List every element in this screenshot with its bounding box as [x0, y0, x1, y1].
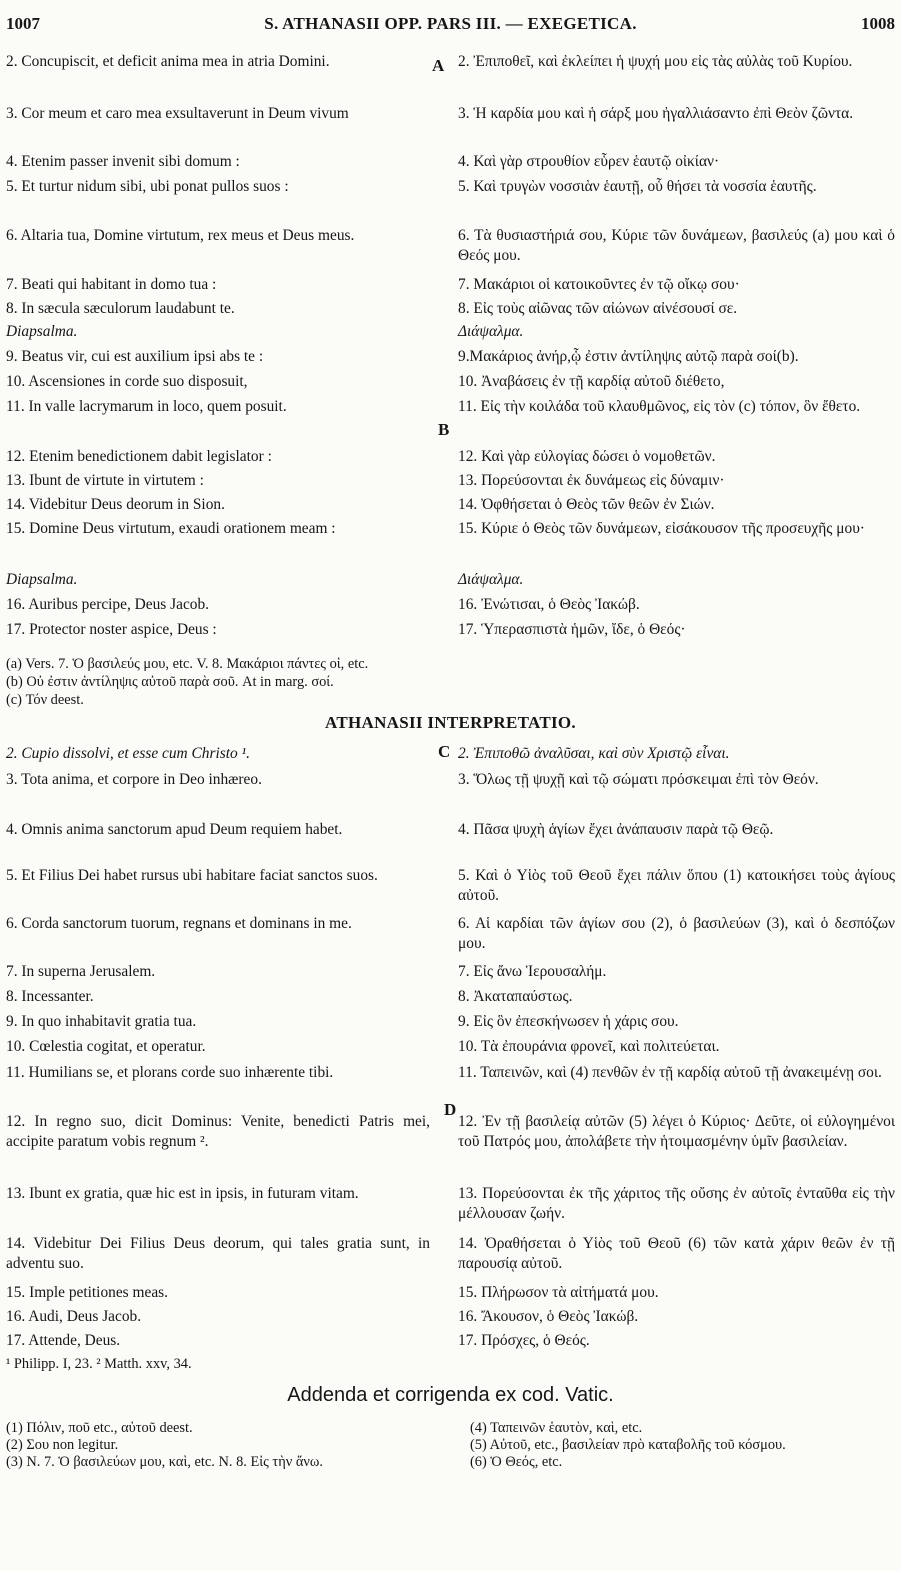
greek-interp: 7. Εἰς ἄνω Ἱερουσαλήμ.: [458, 963, 607, 980]
page-header: [6, 14, 895, 38]
greek-interp: 9. Εἰς ὃν ἐπεσκήνωσεν ἡ χάρις σου.: [458, 1013, 679, 1030]
latin-verse: 9. Beatus vir, cui est auxilium ipsi abs te :: [6, 348, 264, 365]
latin-interp: 13. Ibunt ex gratia, quæ hic est in ipsis, in futuram vitam.: [6, 1185, 359, 1202]
margin-letter-c: C: [438, 742, 451, 761]
latin-interp: 17. Attende, Deus.: [6, 1332, 121, 1349]
latin-verse: 4. Etenim passer invenit sibi domum :: [6, 153, 240, 170]
margin-letter-a: A: [432, 56, 445, 75]
latin-interp: 12. In regno suo, dicit Dominus: Venite, benedicti Patris mei, accipite paratum vobis regnum ².: [6, 1113, 430, 1150]
greek-verse: 5. Καὶ τρυγὼν νοσσιὰν ἑαυτῇ, οὗ θήσει τὰ νοσσία ἑαυτῆς.: [458, 178, 817, 195]
latin-interp: 2. Cupio dissolvi, et esse cum Christo ¹.: [6, 745, 251, 762]
greek-interp: 14. Ὀραθήσεται ὁ Υἱὸς τοῦ Θεοῦ (6) τῶν κατὰ χάριν θεῶν ἐν τῇ παρουσίᾳ αὐτοῦ.: [458, 1235, 895, 1272]
addenda-item: (4) Ταπεινῶν ἑαυτὸν, καὶ, etc.: [470, 1420, 643, 1436]
greek-verse: 3. Ἡ καρδία μου καὶ ἡ σάρξ μου ἠγαλλιάσαντο ἐπὶ Θεὸν ζῶντα.: [458, 105, 854, 122]
margin-letter-b: B: [438, 420, 450, 439]
latin-interp: 4. Omnis anima sanctorum apud Deum requiem habet.: [6, 821, 343, 838]
greek-verse: 7. Μακάριοι οἱ κατοικοῦντες ἐν τῷ οἴκῳ σου·: [458, 276, 740, 293]
page-number-left: 1007: [6, 14, 40, 33]
addenda-item: (5) Αὐτοῦ, etc., βασιλείαν πρὸ καταβολῆς τοῦ κόσμου.: [470, 1437, 786, 1453]
addenda-item: (2) Σου non legitur.: [6, 1437, 119, 1453]
greek-interp: 6. Αἱ καρδίαι τῶν ἁγίων σου (2), ὁ βασιλεύων (3), καὶ ὁ δεσπόζων μου.: [458, 915, 895, 952]
latin-interp: 15. Imple petitiones meas.: [6, 1284, 168, 1301]
greek-interp: 13. Πορεύσονται ἐκ τῆς χάριτος τῆς οὔσης ἐν αὐτοῖς ἐνταῦθα εἰς τὴν μέλλουσαν ζωήν.: [458, 1185, 895, 1222]
margin-letter-d: D: [444, 1100, 457, 1119]
greek-verse: 11. Εἰς τὴν κοιλάδα τοῦ κλαυθμῶνος, εἰς τὸν (c) τόπον, ὃν ἔθετο.: [458, 398, 861, 415]
greek-verse: 10. Ἀναβάσεις ἐν τῇ καρδίᾳ αὐτοῦ διέθετο,: [458, 373, 725, 390]
latin-verse: 14. Videbitur Deus deorum in Sion.: [6, 496, 225, 513]
addenda-title: Addenda et corrigenda ex cod. Vatic.: [287, 1384, 614, 1406]
latin-interp: 9. In quo inhabitavit gratia tua.: [6, 1013, 197, 1030]
greek-interp: 17. Πρόσχες, ὁ Θεός.: [458, 1332, 590, 1349]
latin-interp: 11. Humilians se, et plorans corde suo inhærente tibi.: [6, 1064, 334, 1081]
greek-interp: 10. Τὰ ἐπουράνια φρονεῖ, καὶ πολιτεύεται.: [458, 1038, 720, 1055]
addenda-right-column: [470, 1420, 890, 1471]
addenda-item: (1) Πόλιν, ποῦ etc., αὐτοῦ deest.: [6, 1420, 193, 1436]
latin-verse: 17. Protector noster aspice, Deus :: [6, 621, 217, 638]
greek-interp: 11. Ταπεινῶν, καὶ (4) πενθῶν ἐν τῇ καρδίᾳ αὐτοῦ τῇ ἀνακειμένῃ σοι.: [458, 1064, 882, 1081]
greek-verse: 8. Εἰς τοὺς αἰῶνας τῶν αἰώνων αἰνέσουσί σε.: [458, 300, 738, 317]
latin-diapsalma: Diapsalma.: [6, 323, 78, 340]
greek-interp: 5. Καὶ ὁ Υἱὸς τοῦ Θεοῦ ἔχει πάλιν ὅπου (1) κατοικήσει τοὺς ἁγίους αὐτοῦ.: [458, 867, 895, 904]
latin-verse: 12. Etenim benedictionem dabit legislator :: [6, 448, 272, 465]
greek-diapsalma: Διάψαλμα.: [458, 323, 524, 340]
latin-verse: 7. Beati qui habitant in domo tua :: [6, 276, 217, 293]
greek-interp: 4. Πᾶσα ψυχὴ ἁγίων ἔχει ἀνάπαυσιν παρὰ τῷ Θεῷ.: [458, 821, 774, 838]
latin-verse: 8. In sæcula sæculorum laudabunt te.: [6, 300, 235, 317]
greek-interp: 15. Πλήρωσον τὰ αἰτήματά μου.: [458, 1284, 659, 1301]
latin-interp: 5. Et Filius Dei habet rursus ubi habitare faciat sanctos suos.: [6, 867, 378, 884]
latin-verse: 15. Domine Deus virtutum, exaudi orationem meam :: [6, 520, 336, 537]
latin-verse: 16. Auribus percipe, Deus Jacob.: [6, 596, 210, 613]
greek-verse: 14. Ὀφθήσεται ὁ Θεὸς τῶν θεῶν ἐν Σιών.: [458, 496, 715, 513]
greek-verse: 6. Τὰ θυσιαστήριά σου, Κύριε τῶν δυνάμεων, βασιλεύς (a) μου καὶ ὁ Θεός μου.: [458, 227, 895, 264]
latin-interp: 8. Incessanter.: [6, 988, 94, 1005]
greek-interp: 16. Ἄκουσον, ὁ Θεὸς Ἰακώβ.: [458, 1308, 639, 1325]
greek-verse: 13. Πορεύσονται ἐκ δυνάμεως εἰς δύναμιν·: [458, 472, 725, 489]
latin-verse: 5. Et turtur nidum sibi, ubi ponat pullos suos :: [6, 178, 289, 195]
addenda-left-column: [6, 1420, 442, 1471]
latin-diapsalma: Diapsalma.: [6, 571, 78, 588]
latin-verse: 2. Concupiscit, et deficit anima mea in atria Domini.: [6, 53, 330, 70]
interpretatio-title: ATHANASII INTERPRETATIO.: [325, 713, 576, 732]
latin-interp: 10. Cœlestia cogitat, et operatur.: [6, 1038, 206, 1055]
latin-interp: 7. In superna Jerusalem.: [6, 963, 156, 980]
greek-diapsalma: Διάψαλμα.: [458, 571, 524, 588]
running-title: S. ATHANASII OPP. PARS III. — EXEGETICA.: [264, 14, 637, 33]
greek-verse: 9.Μακάριος ἀνήρ,ᾧ ἐστιν ἀντίληψις αὐτῷ παρὰ σοί(b).: [458, 348, 799, 365]
variant-note-a: (a) Vers. 7. Ὁ βασιλεύς μου, etc. V. 8. Μακάριοι πάντες οἱ, etc.: [6, 656, 369, 672]
greek-verse: 2. Ἐπιποθεῖ, καὶ ἐκλείπει ἡ ψυχή μου εἰς τὰς αὐλὰς τοῦ Κυρίου.: [458, 53, 853, 70]
latin-interp: 6. Corda sanctorum tuorum, regnans et dominans in me.: [6, 915, 352, 932]
scripture-footnotes: ¹ Philipp. I, 23. ² Matth. xxv, 34.: [6, 1356, 192, 1372]
greek-interp: 3. Ὅλως τῇ ψυχῇ καὶ τῷ σώματι πρόσκειμαι ἐπὶ τὸν Θεόν.: [458, 771, 819, 788]
addenda-item: (6) Ὁ Θεός, etc.: [470, 1454, 563, 1470]
latin-interp: 3. Tota anima, et corpore in Deo inhæreo.: [6, 771, 262, 788]
greek-verse: 12. Καὶ γὰρ εὐλογίας δώσει ὁ νομοθετῶν.: [458, 448, 716, 465]
latin-verse: 11. In valle lacrymarum in loco, quem posuit.: [6, 398, 287, 415]
latin-verse: 6. Altaria tua, Domine virtutum, rex meus et Deus meus.: [6, 227, 355, 244]
latin-verse: 10. Ascensiones in corde suo disposuit,: [6, 373, 248, 390]
variant-note-c: (c) Τόν deest.: [6, 692, 84, 708]
greek-verse: 16. Ἐνώτισαι, ὁ Θεὸς Ἰακώβ.: [458, 596, 640, 613]
addenda-item: (3) N. 7. Ὁ βασιλεύων μου, καὶ, etc. N. 8. Εἰς τὴν ἄνω.: [6, 1454, 323, 1470]
greek-interp: 8. Ἀκαταπαύστως.: [458, 988, 573, 1005]
greek-verse: 15. Κύριε ὁ Θεὸς τῶν δυνάμεων, εἰσάκουσον τῆς προσευχῆς μου·: [458, 520, 865, 537]
greek-verse: 4. Καὶ γὰρ στρουθίον εὗρεν ἑαυτῷ οἰκίαν·: [458, 153, 720, 170]
latin-verse: 13. Ibunt de virtute in virtutem :: [6, 472, 204, 489]
latin-verse: 3. Cor meum et caro mea exsultaverunt in Deum vivum: [6, 105, 349, 122]
greek-verse: 17. Ὑπερασπιστὰ ἡμῶν, ἴδε, ὁ Θεός·: [458, 621, 686, 638]
greek-interp: 2. Ἐπιποθῶ ἀναλῦσαι, καὶ σὺν Χριστῷ εἶναι.: [458, 745, 730, 762]
greek-interp: 12. Ἐν τῇ βασιλείᾳ αὐτῶν (5) λέγει ὁ Κύριος· Δεῦτε, οἱ εὐλογημένοι τοῦ Πατρός μου, ἀπολάβετε τὴν ἡτοιμασμένην ὑμῖν βασιλείαν.: [458, 1113, 895, 1150]
latin-interp: 14. Videbitur Dei Filius Deus deorum, qui tales gratia sunt, in adventu suo.: [6, 1235, 430, 1272]
variant-note-b: (b) Οὐ ἐστιν ἀντίληψις αὐτοῦ παρὰ σοῦ. At in marg. σοί.: [6, 674, 334, 690]
latin-interp: 16. Audi, Deus Jacob.: [6, 1308, 142, 1325]
page-number-right: 1008: [861, 14, 895, 33]
